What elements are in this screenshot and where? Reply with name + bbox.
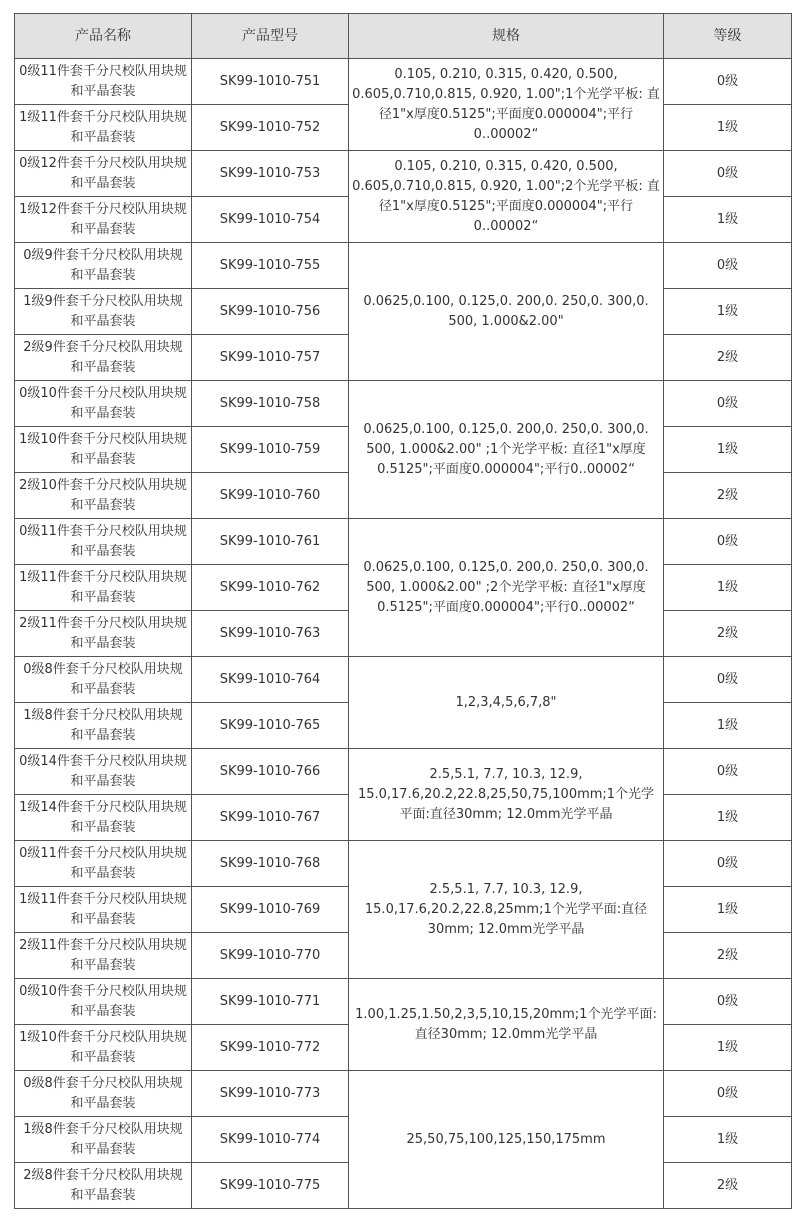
product-spec-table: [14, 13, 792, 1209]
product-name-cell: 0级11件套千分尺校队用块规和平晶套装: [15, 841, 192, 887]
product-model-cell: SK99-1010-769: [192, 887, 349, 933]
specification-cell: 25,50,75,100,125,150,175mm: [349, 1071, 664, 1209]
specification-cell: 0.0625,0.100, 0.125,0. 200,0. 250,0. 300,0. 500, 1.000&2.00" ;2个光学平板: 直径1"x厚度0.5125";平面度0.000004";平行0..00002“: [349, 519, 664, 657]
product-name-cell: 0级10件套千分尺校队用块规和平晶套装: [15, 381, 192, 427]
grade-cell: 0级: [664, 381, 792, 427]
grade-cell: 2级: [664, 473, 792, 519]
grade-cell: 0级: [664, 657, 792, 703]
grade-cell: 1级: [664, 565, 792, 611]
product-name-cell: 2级10件套千分尺校队用块规和平晶套装: [15, 473, 192, 519]
product-model-cell: SK99-1010-756: [192, 289, 349, 335]
product-name-cell: 0级9件套千分尺校队用块规和平晶套装: [15, 243, 192, 289]
table-row: [15, 59, 792, 105]
product-name-cell: 1级12件套千分尺校队用块规和平晶套装: [15, 197, 192, 243]
product-model-cell: SK99-1010-757: [192, 335, 349, 381]
product-model-cell: SK99-1010-774: [192, 1117, 349, 1163]
product-model-cell: SK99-1010-775: [192, 1163, 349, 1209]
specification-cell: 0.105, 0.210, 0.315, 0.420, 0.500, 0.605,0.710,0.815, 0.920, 1.00";1个光学平板: 直径1"x厚度0.5125";平面度0.000004";平行0..00002“: [349, 59, 664, 151]
product-model-cell: SK99-1010-762: [192, 565, 349, 611]
table-row: [15, 519, 792, 565]
grade-cell: 2级: [664, 335, 792, 381]
grade-cell: 2级: [664, 1163, 792, 1209]
product-name-cell: 1级9件套千分尺校队用块规和平晶套装: [15, 289, 192, 335]
product-model-cell: SK99-1010-758: [192, 381, 349, 427]
product-model-cell: SK99-1010-764: [192, 657, 349, 703]
specification-cell: 2.5,5.1, 7.7, 10.3, 12.9, 15.0,17.6,20.2,22.8,25mm;1个光学平面:直径30mm; 12.0mm光学平晶: [349, 841, 664, 979]
product-name-cell: 0级11件套千分尺校队用块规和平晶套装: [15, 59, 192, 105]
product-name-cell: 1级11件套千分尺校队用块规和平晶套装: [15, 887, 192, 933]
grade-cell: 1级: [664, 887, 792, 933]
grade-cell: 1级: [664, 1025, 792, 1071]
product-model-cell: SK99-1010-755: [192, 243, 349, 289]
grade-cell: 0级: [664, 1071, 792, 1117]
product-model-cell: SK99-1010-759: [192, 427, 349, 473]
product-name-cell: 0级12件套千分尺校队用块规和平晶套装: [15, 151, 192, 197]
product-name-cell: 0级8件套千分尺校队用块规和平晶套装: [15, 657, 192, 703]
product-model-cell: SK99-1010-773: [192, 1071, 349, 1117]
table-row: [15, 749, 792, 795]
table-row: [15, 841, 792, 887]
product-name-cell: 0级11件套千分尺校队用块规和平晶套装: [15, 519, 192, 565]
product-name-cell: 2级9件套千分尺校队用块规和平晶套装: [15, 335, 192, 381]
grade-cell: 1级: [664, 1117, 792, 1163]
product-model-cell: SK99-1010-766: [192, 749, 349, 795]
grade-cell: 1级: [664, 197, 792, 243]
header-grade: 等级: [664, 14, 792, 59]
grade-cell: 0级: [664, 243, 792, 289]
header-product-name: 产品名称: [15, 14, 192, 59]
product-model-cell: SK99-1010-772: [192, 1025, 349, 1071]
grade-cell: 1级: [664, 105, 792, 151]
table-row: [15, 381, 792, 427]
grade-cell: 0级: [664, 979, 792, 1025]
table-row: [15, 1071, 792, 1117]
product-model-cell: SK99-1010-765: [192, 703, 349, 749]
specification-cell: 0.105, 0.210, 0.315, 0.420, 0.500, 0.605,0.710,0.815, 0.920, 1.00";2个光学平板: 直径1"x厚度0.5125";平面度0.000004";平行0..00002“: [349, 151, 664, 243]
grade-cell: 2级: [664, 611, 792, 657]
product-name-cell: 1级8件套千分尺校队用块规和平晶套装: [15, 703, 192, 749]
grade-cell: 0级: [664, 519, 792, 565]
product-name-cell: 1级11件套千分尺校队用块规和平晶套装: [15, 105, 192, 151]
grade-cell: 1级: [664, 795, 792, 841]
grade-cell: 1级: [664, 703, 792, 749]
specification-cell: 0.0625,0.100, 0.125,0. 200,0. 250,0. 300,0. 500, 1.000&2.00" ;1个光学平板: 直径1"x厚度0.5125";平面度0.000004";平行0..00002“: [349, 381, 664, 519]
specification-cell: 2.5,5.1, 7.7, 10.3, 12.9, 15.0,17.6,20.2,22.8,25,50,75,100mm;1个光学平面:直径30mm; 12.0mm光学平晶: [349, 749, 664, 841]
product-model-cell: SK99-1010-763: [192, 611, 349, 657]
product-model-cell: SK99-1010-761: [192, 519, 349, 565]
grade-cell: 0级: [664, 59, 792, 105]
table-row: [15, 979, 792, 1025]
product-model-cell: SK99-1010-753: [192, 151, 349, 197]
product-model-cell: SK99-1010-752: [192, 105, 349, 151]
specification-cell: 1.00,1.25,1.50,2,3,5,10,15,20mm;1个光学平面:直径30mm; 12.0mm光学平晶: [349, 979, 664, 1071]
header-specification: 规格: [349, 14, 664, 59]
product-model-cell: SK99-1010-760: [192, 473, 349, 519]
product-name-cell: 1级10件套千分尺校队用块规和平晶套装: [15, 1025, 192, 1071]
table-row: [15, 151, 792, 197]
product-name-cell: 0级10件套千分尺校队用块规和平晶套装: [15, 979, 192, 1025]
table-body: [15, 59, 792, 1209]
product-model-cell: SK99-1010-754: [192, 197, 349, 243]
table-header-row: [15, 14, 792, 59]
product-model-cell: SK99-1010-767: [192, 795, 349, 841]
grade-cell: 1级: [664, 427, 792, 473]
product-name-cell: 0级8件套千分尺校队用块规和平晶套装: [15, 1071, 192, 1117]
table-row: [15, 243, 792, 289]
grade-cell: 0级: [664, 151, 792, 197]
product-model-cell: SK99-1010-768: [192, 841, 349, 887]
grade-cell: 0级: [664, 749, 792, 795]
product-model-cell: SK99-1010-751: [192, 59, 349, 105]
product-model-cell: SK99-1010-770: [192, 933, 349, 979]
table-row: [15, 657, 792, 703]
grade-cell: 0级: [664, 841, 792, 887]
product-name-cell: 2级8件套千分尺校队用块规和平晶套装: [15, 1163, 192, 1209]
product-name-cell: 1级14件套千分尺校队用块规和平晶套装: [15, 795, 192, 841]
specification-cell: 0.0625,0.100, 0.125,0. 200,0. 250,0. 300,0. 500, 1.000&2.00": [349, 243, 664, 381]
product-name-cell: 1级10件套千分尺校队用块规和平晶套装: [15, 427, 192, 473]
product-name-cell: 2级11件套千分尺校队用块规和平晶套装: [15, 933, 192, 979]
product-name-cell: 1级11件套千分尺校队用块规和平晶套装: [15, 565, 192, 611]
product-model-cell: SK99-1010-771: [192, 979, 349, 1025]
product-name-cell: 0级14件套千分尺校队用块规和平晶套装: [15, 749, 192, 795]
product-name-cell: 2级11件套千分尺校队用块规和平晶套装: [15, 611, 192, 657]
grade-cell: 2级: [664, 933, 792, 979]
specification-cell: 1,2,3,4,5,6,7,8": [349, 657, 664, 749]
grade-cell: 1级: [664, 289, 792, 335]
product-name-cell: 1级8件套千分尺校队用块规和平晶套装: [15, 1117, 192, 1163]
header-product-model: 产品型号: [192, 14, 349, 59]
